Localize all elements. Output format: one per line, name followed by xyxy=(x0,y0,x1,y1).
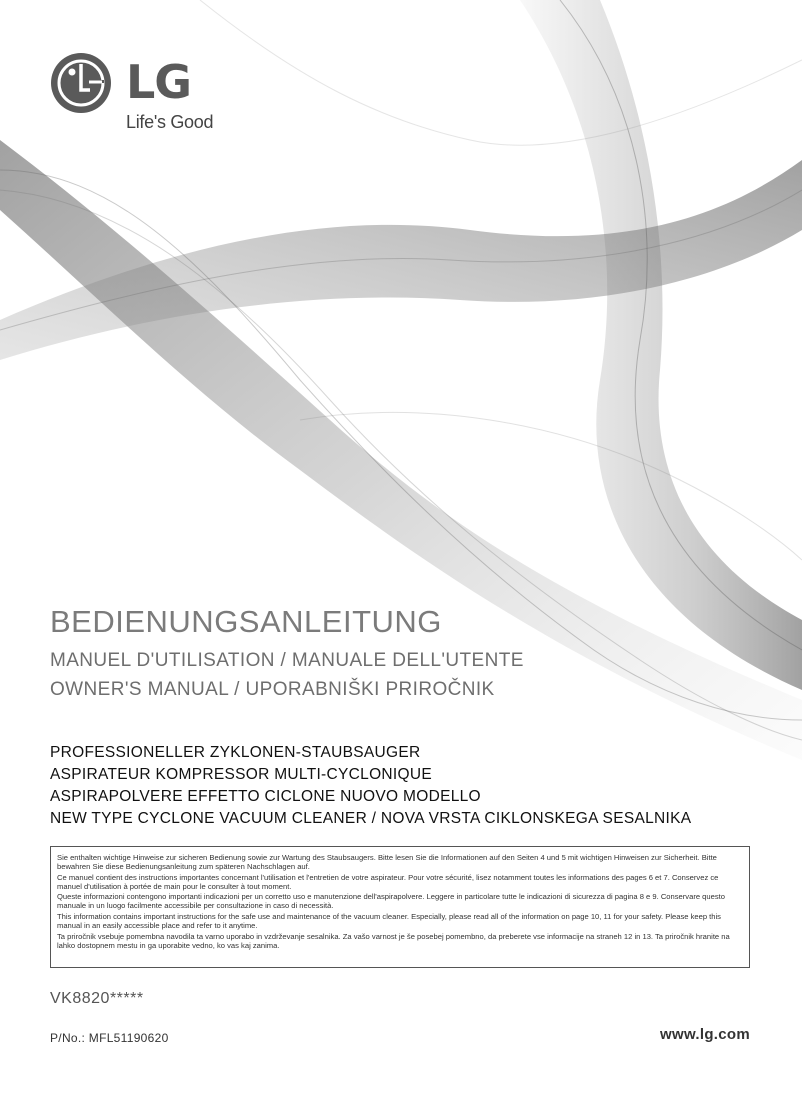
notice-en: This information contains important instructions for the safe use and maintenance of the vacuum cleaner. Especially, please read all of the information on page 10, 11 for your safety. Please keep this manual in an easily accessible place and refer to it anytime. xyxy=(57,912,721,931)
product-name-en-sl: NEW TYPE CYCLONE VACUUM CLEANER / NOVA VRSTA CIKLONSKEGA SESALNIKA xyxy=(50,810,692,827)
website-link[interactable]: www.lg.com xyxy=(660,1026,750,1043)
product-name-fr: ASPIRATEUR KOMPRESSOR MULTI-CYCLONIQUE xyxy=(50,766,433,783)
manual-subtitle-2: OWNER'S MANUAL / UPORABNIŠKI PRIROČNIK xyxy=(50,679,495,700)
lg-face-logo-icon xyxy=(50,52,112,114)
brand-tagline: Life's Good xyxy=(126,112,214,132)
lg-wordmark: LG xyxy=(126,55,192,109)
manual-title: BEDIENUNGSANLEITUNG xyxy=(50,604,442,639)
notice-sl: Ta priročnik vsebuje pomembna navodila ta varno uporabo in vzdrževanje sesalnika. Za vašo varnost je še posebej pomembno, da preberete vse informacije na straneh 12 in 13. Ta priročnik hranite na lahko dostopnem mestu in ga uporabite vedno, ko vas kaj zanima. xyxy=(57,931,730,950)
notice-de: Sie enthalten wichtige Hinweise zur sicheren Bedienung sowie zur Wartung des Staubsaugers. Bitte lesen Sie die Informationen auf den Seiten 4 und 5 mit wichtigen Hinweisen zur Sicherheit. Bitte bewahren Sie diese Bedienungsanleitung zum späteren Nachschlagen auf. xyxy=(57,853,717,872)
part-number: P/No.: MFL51190620 xyxy=(50,1031,169,1045)
lg-logo xyxy=(50,52,250,132)
product-name-it: ASPIRAPOLVERE EFFETTO CICLONE NUOVO MODELLO xyxy=(50,788,481,805)
model-number: VK8820***** xyxy=(50,990,144,1007)
product-name-de: PROFESSIONELLER ZYKLONEN-STAUBSAUGER xyxy=(50,744,421,761)
notice-it: Queste informazioni contengono importanti indicazioni per un corretto uso e manutenzione dell'aspirapolvere. Leggere in particolare tutte le indicazioni di sicurezza di pagina 8 e 9. Conservare questo manuale in un luogo facilmente accessibile per consultazione in caso di necessità. xyxy=(57,892,725,911)
notice-fr: Ce manuel contient des instructions importantes concernant l'utilisation et l'entretien de votre aspirateur. Pour votre sécurité, lisez notamment toutes les informations des pages 6 et 7. Conservez ce manuel d'utilisation à portée de main pour le consulter à tout moment. xyxy=(57,872,719,891)
safety-notice-box xyxy=(50,846,750,968)
manual-subtitle-1: MANUEL D'UTILISATION / MANUALE DELL'UTENTE xyxy=(50,650,524,671)
